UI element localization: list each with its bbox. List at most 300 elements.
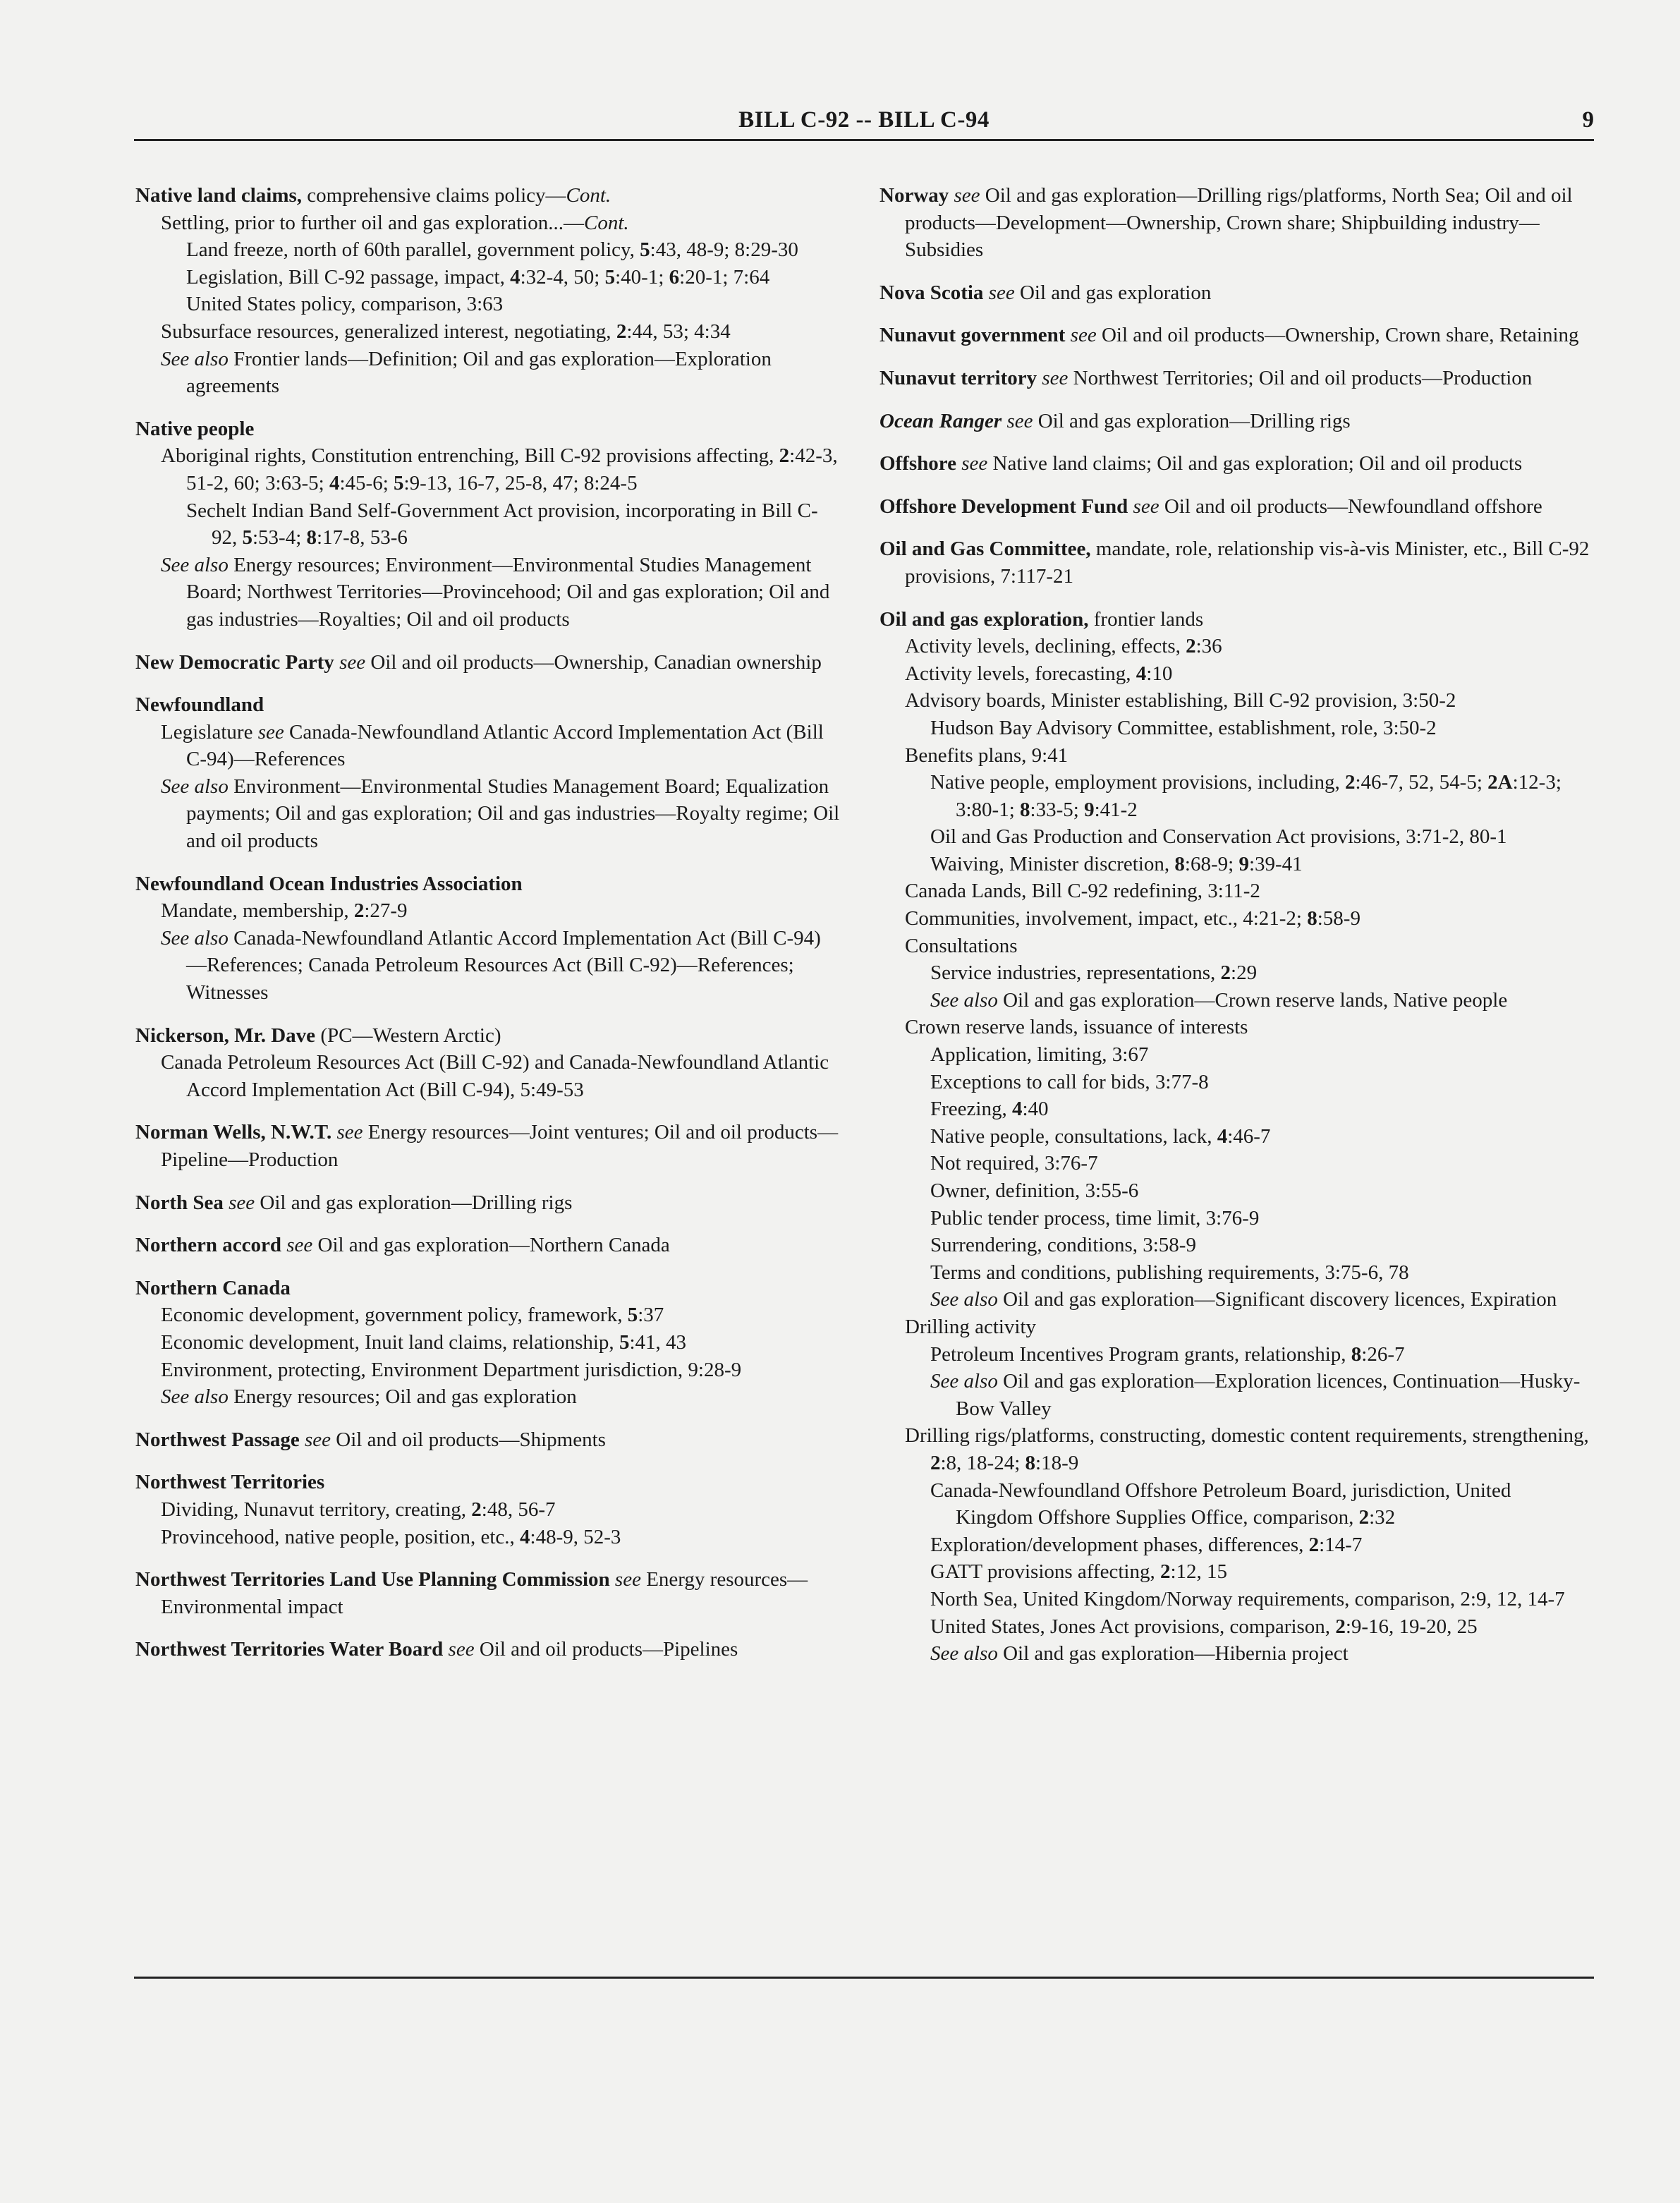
index-subentry: [879, 1096, 1592, 1123]
entry-text: [1065, 324, 1070, 346]
entry-text: Frontier lands—Definition; Oil and gas exploration—Exploration agreements: [186, 347, 772, 398]
entry-text: 5: [394, 471, 404, 494]
entry-text: (PC—Western Arctic): [315, 1024, 501, 1047]
index-entry: [135, 1426, 841, 1454]
entry-text: 8: [1020, 798, 1030, 821]
entry-text: Nickerson, Mr. Dave: [135, 1024, 316, 1047]
index-subentry: [879, 633, 1592, 660]
entry-text: United States policy, comparison, 3:63: [186, 293, 504, 316]
entry-text: Canada Lands, Bill C-92 redefining, 3:11-2: [905, 880, 1260, 903]
entry-text: Waiving, Minister discretion,: [930, 852, 1175, 875]
index-entry: [135, 1119, 841, 1173]
index-subentry: [879, 1558, 1592, 1586]
entry-text: see: [1070, 324, 1097, 347]
entry-text: Oil and oil products—Ownership, Canadian ownership: [365, 650, 822, 674]
entry-text: Oil and gas exploration—Crown reserve lands, Native people: [997, 988, 1508, 1012]
index-heading: [879, 408, 1592, 435]
entry-text: 2: [779, 444, 790, 468]
entry-text: 2: [930, 1451, 941, 1474]
entry-text: Application, limiting, 3:67: [930, 1043, 1149, 1067]
entry-text: :32-4, 50;: [520, 265, 605, 289]
index-heading: [135, 1426, 841, 1454]
running-head-title: BILL C-92 -- BILL C-94: [738, 107, 990, 133]
entry-text: North Sea: [135, 1191, 224, 1214]
entry-text: see: [257, 720, 284, 744]
entry-text: 4: [520, 1525, 530, 1548]
index-entry: [879, 450, 1592, 478]
entry-text: Oil and Gas Committee,: [879, 538, 1091, 561]
index-subentry: [135, 552, 841, 633]
index-subentry: [879, 905, 1592, 933]
index-subentry: [879, 1286, 1592, 1313]
entry-text: 2: [1344, 771, 1356, 794]
index-heading: [135, 1119, 841, 1173]
entry-text: Energy resources; Environment—Environmental Studies Management Board; Northwest Territories—Provincehood; Oil and gas exploration; Oil and gas industries—Royalties; Oil and oil products: [186, 553, 830, 631]
index-subentry: [135, 236, 841, 264]
entry-text: Aboriginal rights, Constitution entrenching, Bill C-92 provisions affecting,: [161, 444, 779, 468]
entry-text: See also: [930, 1370, 998, 1393]
index-subentry: [879, 823, 1592, 851]
index-subentry: [879, 1014, 1592, 1041]
entry-text: Communities, involvement, impact, etc., 4:21-2;: [905, 907, 1308, 930]
index-subentry: [879, 1041, 1592, 1069]
entry-text: :26-7: [1361, 1342, 1405, 1366]
header-rule: [134, 139, 1594, 141]
index-subentry: [879, 878, 1592, 905]
entry-text: Cont.: [584, 211, 629, 234]
entry-text: Newfoundland: [135, 693, 264, 717]
entry-text: See also: [930, 1642, 998, 1665]
index-subentry: [879, 660, 1592, 688]
index-heading: [135, 1189, 841, 1217]
entry-text: :40-1;: [615, 265, 669, 289]
entry-text: Oil and oil products—Shipments: [331, 1428, 606, 1451]
entry-text: [949, 184, 954, 207]
entry-text: 2: [1220, 961, 1231, 985]
index-subentry: [879, 1477, 1592, 1531]
index-subentry: [879, 1422, 1592, 1476]
entry-text: Nova Scotia: [879, 281, 984, 304]
entry-text: 9: [1084, 798, 1095, 821]
entry-text: Energy resources—Joint ventures; Oil and oil products—Pipeline—Production: [161, 1121, 839, 1171]
entry-text: 2: [1159, 1560, 1171, 1584]
index-subentry: [879, 742, 1592, 770]
entry-text: see: [988, 281, 1015, 304]
entry-text: :37: [638, 1304, 664, 1327]
entry-text: Oil and gas exploration—Hibernia project: [997, 1642, 1349, 1665]
entry-text: Native people, consultations, lack,: [930, 1124, 1217, 1148]
index-subentry: [135, 1049, 841, 1103]
entry-text: Crown reserve lands, issuance of interests: [905, 1016, 1248, 1039]
entry-text: United States, Jones Act provisions, comparison,: [930, 1615, 1336, 1638]
index-subentry: [879, 1586, 1592, 1613]
index-heading: [135, 870, 841, 898]
entry-text: Activity levels, forecasting,: [905, 662, 1136, 685]
entry-text: Northwest Territories: [135, 1471, 325, 1494]
entry-text: Legislature: [161, 720, 258, 744]
index-entry: [135, 649, 841, 676]
entry-text: :46-7: [1227, 1124, 1271, 1148]
entry-text: Northwest Territories; Oil and oil products—Production: [1068, 366, 1533, 389]
index-subentry: [135, 1301, 841, 1329]
entry-text: Northwest Passage: [135, 1428, 300, 1451]
entry-text: :39-41: [1248, 852, 1303, 875]
entry-text: Public tender process, time limit, 3:76-9: [930, 1206, 1260, 1230]
entry-text: Advisory boards, Minister establishing, Bill C-92 provision, 3:50-2: [905, 689, 1456, 712]
entry-text: 5: [242, 526, 252, 550]
entry-text: :41-2: [1094, 798, 1138, 821]
entry-text: see: [286, 1234, 313, 1257]
entry-text: Petroleum Incentives Program grants, relationship,: [930, 1342, 1351, 1366]
entry-text: see: [1133, 494, 1159, 518]
entry-text: Cont.: [566, 184, 611, 207]
entry-text: [610, 1568, 615, 1591]
index-subentry: [879, 1123, 1592, 1151]
entry-text: [334, 651, 339, 674]
entry-text: Native land claims,: [135, 184, 303, 207]
entry-text: 4: [329, 471, 340, 494]
entry-text: Environment, protecting, Environment Department jurisdiction, 9:28-9: [161, 1358, 742, 1381]
entry-text: :58-9: [1317, 907, 1361, 930]
entry-text: 2: [1186, 635, 1196, 658]
entry-text: See also: [930, 1288, 998, 1311]
entry-text: Oil and gas exploration—Drilling rigs: [255, 1191, 573, 1214]
entry-text: Canada Petroleum Resources Act (Bill C-92) and Canada-Newfoundland Atlantic Accord Implementation Act (Bill C-94), 5:49-53: [161, 1051, 829, 1101]
index-subentry: [135, 318, 841, 346]
entry-text: see: [339, 650, 366, 674]
index-subentry: [135, 1524, 841, 1551]
index-subentry: [879, 1232, 1592, 1259]
index-heading: [135, 415, 841, 443]
entry-text: Northern accord: [135, 1234, 281, 1257]
entry-text: Native people, employment provisions, including,: [930, 771, 1345, 794]
entry-text: :68-9;: [1184, 852, 1239, 875]
entry-text: 4: [1217, 1124, 1228, 1148]
index-entry: [879, 535, 1592, 590]
index-heading: [135, 182, 841, 210]
entry-text: 2: [471, 1498, 482, 1521]
index-subentry: [879, 1640, 1592, 1668]
entry-text: Oil and gas exploration: [1014, 281, 1212, 304]
entry-text: see: [448, 1638, 475, 1661]
entry-text: Exploration/development phases, differences,: [930, 1533, 1309, 1556]
index-subentry: [879, 851, 1592, 878]
entry-text: 4: [1011, 1098, 1023, 1121]
entry-text: [983, 281, 988, 304]
index-heading: [879, 493, 1592, 521]
index-subentry: [879, 959, 1592, 987]
entry-text: Environment—Environmental Studies Management Board; Equalization payments; Oil and gas exploration; Oil and gas industries—Royalty regime; Oil and oil products: [186, 775, 840, 853]
index-entry: [135, 1469, 841, 1550]
entry-text: Benefits plans, 9:41: [905, 744, 1069, 767]
entry-text: see: [961, 452, 988, 475]
index-subentry: [135, 210, 841, 237]
entry-text: 5: [604, 265, 616, 289]
index-subentry: [879, 1177, 1592, 1205]
entry-text: Northern Canada: [135, 1276, 291, 1299]
entry-text: Native land claims; Oil and gas exploration; Oil and oil products: [987, 452, 1523, 475]
index-subentry: [135, 1329, 841, 1357]
index-entry: [135, 1275, 841, 1411]
entry-text: Freezing,: [930, 1098, 1012, 1121]
entry-text: 8: [306, 526, 317, 550]
entry-text: See also: [161, 1385, 229, 1409]
entry-text: Oil and oil products—Pipelines: [474, 1638, 738, 1661]
index-subentry: [879, 769, 1592, 823]
entry-text: Nunavut government: [879, 324, 1066, 347]
entry-text: see: [1042, 366, 1069, 389]
entry-text: :9-16, 19-20, 25: [1345, 1615, 1478, 1638]
entry-text: See also: [161, 926, 229, 949]
entry-text: :14-7: [1319, 1533, 1363, 1556]
index-subentry: [135, 291, 841, 318]
index-subentry: [879, 1150, 1592, 1177]
entry-text: [300, 1428, 305, 1451]
entry-text: Offshore: [879, 452, 957, 475]
entry-text: 9: [1238, 852, 1249, 875]
entry-text: Surrendering, conditions, 3:58-9: [930, 1234, 1196, 1257]
entry-text: :20-1; 7:64: [679, 265, 770, 289]
entry-text: Service industries, representations,: [930, 961, 1221, 985]
index-subentry: [879, 1368, 1592, 1422]
entry-text: See also: [930, 988, 998, 1012]
index-subentry: [135, 346, 841, 400]
entry-text: :9-13, 16-7, 25-8, 47; 8:24-5: [403, 471, 638, 494]
index-subentry: [135, 1496, 841, 1524]
index-subentry: [879, 687, 1592, 715]
entry-text: Oil and oil products—Newfoundland offshore: [1159, 494, 1542, 518]
index-heading: [879, 606, 1592, 633]
entry-text: see: [1006, 409, 1033, 432]
index-heading: [135, 1022, 841, 1050]
entry-text: Hudson Bay Advisory Committee, establishment, role, 3:50-2: [930, 716, 1437, 739]
index-entry: [135, 182, 841, 400]
entry-text: :27-9: [364, 899, 408, 923]
entry-text: mandate, role, relationship vis-à-vis Minister, etc., Bill C-92 provisions, 7:117-21: [905, 538, 1590, 588]
entry-text: Not required, 3:76-7: [930, 1152, 1098, 1175]
entry-text: see: [614, 1568, 641, 1591]
entry-text: 4: [1136, 662, 1147, 685]
entry-text: :10: [1146, 662, 1173, 685]
entry-text: Drilling activity: [905, 1315, 1037, 1338]
entry-text: :32: [1369, 1506, 1396, 1529]
entry-text: [1128, 495, 1133, 518]
entry-text: 8: [1174, 852, 1185, 875]
index-heading: [135, 1232, 841, 1259]
entry-text: :48-9, 52-3: [530, 1525, 621, 1548]
entry-text: :48, 56-7: [481, 1498, 556, 1521]
entry-text: Native people: [135, 417, 255, 440]
index-heading: [879, 182, 1592, 264]
entry-text: Newfoundland Ocean Industries Association: [135, 872, 523, 895]
entry-text: Norman Wells, N.W.T.: [135, 1121, 332, 1144]
entry-text: Provincehood, native people, position, etc.,: [161, 1525, 521, 1548]
entry-text: Canada-Newfoundland Atlantic Accord Implementation Act (Bill C-94)—References; Canada Petroleum Resources Act (Bill C-92)—References; Witnesses: [186, 926, 821, 1005]
entry-text: :46-7, 52, 54-5;: [1355, 771, 1488, 794]
index-entry: [135, 1189, 841, 1217]
entry-text: :33-5;: [1030, 798, 1085, 821]
index-entry: [135, 1022, 841, 1104]
index-subentry: [879, 1313, 1592, 1341]
index-heading: [135, 1636, 841, 1663]
index-heading: [135, 1566, 841, 1620]
index-heading: [135, 649, 841, 676]
entry-text: 2: [616, 320, 627, 343]
entry-text: Exceptions to call for bids, 3:77-8: [930, 1070, 1209, 1093]
index-subentry: [135, 1357, 841, 1384]
index-subentry: [879, 1341, 1592, 1368]
entry-text: comprehensive claims policy—: [302, 184, 566, 207]
entry-text: Land freeze, north of 60th parallel, government policy,: [186, 238, 640, 262]
index-subentry: [135, 719, 841, 773]
entry-text: Dividing, Nunavut territory, creating,: [161, 1498, 472, 1521]
entry-text: Northwest Territories Water Board: [135, 1638, 444, 1661]
entry-text: Oil and gas exploration—Significant discovery licences, Expiration: [997, 1288, 1557, 1311]
index-heading: [879, 322, 1592, 349]
entry-text: :44, 53; 4:34: [626, 320, 731, 343]
entry-text: see: [336, 1121, 363, 1144]
entry-text: :43, 48-9; 8:29-30: [650, 238, 798, 262]
index-entry: [879, 322, 1592, 349]
entry-text: Northwest Territories Land Use Planning Commission: [135, 1568, 610, 1591]
index-heading: [879, 365, 1592, 392]
entry-text: Oil and gas exploration—Northern Canada: [312, 1234, 670, 1257]
entry-text: Canada-Newfoundland Offshore Petroleum Board, jurisdiction, United Kingdom Offshore Supplies Office, comparison,: [930, 1479, 1511, 1529]
entry-text: North Sea, United Kingdom/Norway requirements, comparison, 2:9, 12, 14-7: [930, 1587, 1565, 1610]
entry-text: Legislation, Bill C-92 passage, impact,: [186, 265, 511, 289]
index-subentry: [135, 1383, 841, 1411]
index-heading: [135, 1469, 841, 1496]
entry-text: Offshore Development Fund: [879, 494, 1128, 518]
entry-text: See also: [161, 347, 229, 370]
entry-text: Norway: [879, 184, 949, 207]
entry-text: Oil and gas exploration—Drilling rigs: [1033, 409, 1351, 432]
index-heading: [879, 450, 1592, 478]
entry-text: GATT provisions affecting,: [930, 1560, 1160, 1584]
entry-text: Ocean Ranger: [879, 409, 1002, 432]
index-entry: [879, 408, 1592, 435]
index-subentry: [879, 1205, 1592, 1232]
index-heading: [879, 279, 1592, 307]
entry-text: :12-3; 3:80-1;: [956, 771, 1562, 821]
entry-text: 8: [1351, 1342, 1362, 1366]
index-entry: [879, 606, 1592, 1668]
entry-text: Terms and conditions, publishing requirements, 3:75-6, 78: [930, 1261, 1409, 1284]
entry-text: 2: [1358, 1506, 1370, 1529]
index-entry: [879, 279, 1592, 307]
entry-text: Drilling rigs/platforms, constructing, domestic content requirements, strengthening,: [905, 1424, 1589, 1448]
entry-text: Oil and oil products—Ownership, Crown share, Retaining: [1096, 324, 1579, 347]
index-entry: [135, 1636, 841, 1663]
entry-text: :41, 43: [629, 1330, 686, 1354]
entry-text: see: [229, 1191, 255, 1214]
entry-text: Oil and gas exploration—Drilling rigs/platforms, North Sea; Oil and oil products—Development—Ownership, Crown share; Shipbuilding industry—Subsidies: [905, 184, 1573, 262]
entry-text: Mandate, membership,: [161, 899, 354, 923]
entry-text: Consultations: [905, 934, 1018, 957]
entry-text: see: [954, 184, 980, 207]
index-subentry: [135, 497, 841, 552]
entry-text: 8: [1025, 1451, 1036, 1474]
entry-text: Economic development, Inuit land claims, relationship,: [161, 1330, 619, 1354]
entry-text: see: [305, 1428, 331, 1451]
entry-text: [443, 1638, 448, 1661]
entry-text: Oil and gas exploration,: [879, 607, 1089, 631]
entry-text: Owner, definition, 3:55-6: [930, 1179, 1139, 1202]
index-subentry: [135, 897, 841, 925]
page-number: 9: [1582, 107, 1594, 133]
index-subentry: [879, 1531, 1592, 1559]
index-entry: [879, 493, 1592, 521]
index-subentry: [879, 933, 1592, 960]
page-header: [134, 107, 1594, 141]
entry-text: :29: [1231, 961, 1258, 985]
entry-text: frontier lands: [1088, 607, 1204, 631]
entry-text: 8: [1307, 907, 1317, 930]
index-entry: [135, 1232, 841, 1259]
entry-text: :45-6;: [339, 471, 394, 494]
entry-text: See also: [161, 553, 229, 576]
entry-text: Economic development, government policy, framework,: [161, 1304, 628, 1327]
entry-text: :8, 18-24;: [940, 1451, 1025, 1474]
index-entry: [135, 1566, 841, 1620]
entry-text: See also: [161, 775, 229, 798]
index-column-right: [879, 182, 1592, 1683]
entry-text: :42-3, 51-2, 60; 3:63-5;: [186, 444, 838, 494]
index-subentry: [135, 442, 841, 497]
entry-text: Energy resources; Oil and gas exploration: [228, 1385, 577, 1409]
entry-text: 5: [619, 1330, 630, 1354]
entry-text: Energy resources—Environmental impact: [161, 1568, 808, 1618]
index-heading: [135, 691, 841, 719]
index-entry: [135, 415, 841, 633]
index-heading: [879, 535, 1592, 590]
footer-rule: [134, 1977, 1594, 1979]
index-subentry: [135, 264, 841, 291]
entry-text: Canada-Newfoundland Atlantic Accord Implementation Act (Bill C-94)—References: [186, 720, 824, 771]
entry-text: :17-8, 53-6: [317, 526, 408, 550]
index-subentry: [879, 1613, 1592, 1641]
entry-text: Sechelt Indian Band Self-Government Act provision, incorporating in Bill C-92,: [186, 499, 818, 550]
index-column-left: [135, 182, 841, 1679]
entry-text: New Democratic Party: [135, 650, 334, 674]
entry-text: 2: [353, 899, 365, 923]
index-subentry: [135, 773, 841, 855]
index-subentry: [879, 987, 1592, 1014]
entry-text: Subsurface resources, generalized interest, negotiating,: [161, 320, 616, 343]
entry-text: Nunavut territory: [879, 366, 1037, 389]
entry-text: Oil and gas exploration—Exploration licences, Continuation—Husky-Bow Valley: [956, 1370, 1581, 1420]
entry-text: :36: [1195, 635, 1222, 658]
entry-text: Settling, prior to further oil and gas exploration...—: [161, 211, 585, 234]
index-entry: [135, 691, 841, 855]
index-subentry: [879, 1259, 1592, 1287]
entry-text: Activity levels, declining, effects,: [905, 635, 1186, 658]
entry-text: Oil and Gas Production and Conservation Act provisions, 3:71-2, 80-1: [930, 825, 1507, 849]
index-subentry: [879, 715, 1592, 742]
entry-text: :18-9: [1035, 1451, 1079, 1474]
entry-text: :12, 15: [1170, 1560, 1228, 1584]
index-entry: [135, 870, 841, 1007]
index-entry: [879, 365, 1592, 392]
entry-text: 5: [627, 1304, 638, 1327]
entry-text: 4: [510, 265, 521, 289]
entry-text: 2A: [1487, 771, 1513, 794]
entry-text: 6: [669, 265, 680, 289]
entry-text: 5: [640, 238, 650, 262]
entry-text: 2: [1308, 1533, 1320, 1556]
index-entry: [879, 182, 1592, 264]
entry-text: 2: [1335, 1615, 1346, 1638]
